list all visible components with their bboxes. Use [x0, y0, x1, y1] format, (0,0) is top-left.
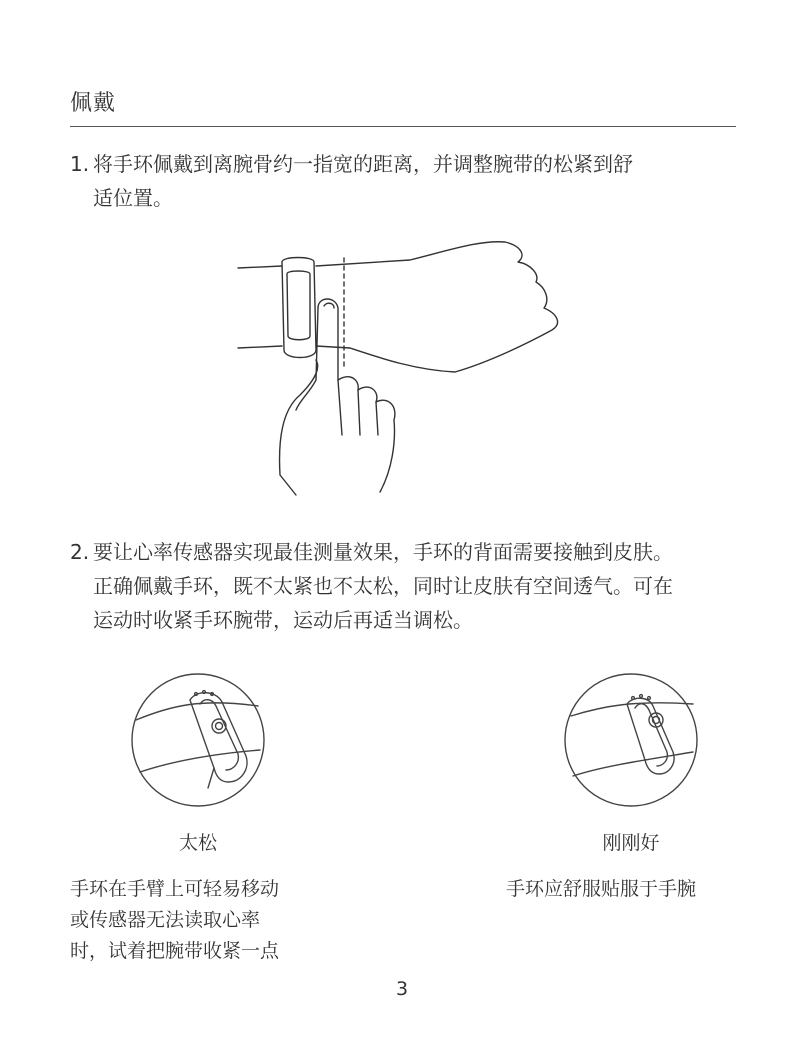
step-2-line-2: 正确佩戴手环，既不太紧也不太松，同时让皮肤有空间透气。可在	[93, 574, 673, 598]
step-2-number: 2.	[70, 540, 90, 564]
heading-divider	[70, 126, 736, 127]
page-number: 3	[395, 978, 409, 1000]
step-1-paragraph	[70, 147, 750, 215]
just-right-desc-line-1: 手环应舒服贴服于手腕	[506, 878, 697, 900]
step-1-line-1: 将手环佩戴到离腕骨约一指宽的距离，并调整腕带的松紧到舒	[93, 152, 633, 176]
too-loose-desc-line-3: 时，试着把腕带收紧一点	[70, 940, 280, 962]
step-1-line-2: 适位置。	[93, 186, 173, 210]
section-heading: 佩戴	[70, 91, 117, 116]
too-loose-desc-line-2: 或传感器无法读取心率	[70, 909, 261, 931]
just-right-caption: 刚刚好	[602, 832, 660, 854]
too-loose-illustration	[130, 672, 266, 808]
too-loose-caption: 太松	[178, 832, 217, 854]
just-right-illustration	[563, 672, 699, 808]
just-right-description	[506, 874, 696, 905]
step-2-line-1: 要让心率传感器实现最佳测量效果，手环的背面需要接触到皮肤。	[93, 540, 673, 564]
step-2-paragraph	[70, 535, 750, 637]
too-loose-description	[70, 874, 279, 967]
step-1-number: 1.	[70, 152, 90, 176]
step-2-line-3: 运动时收紧手环腕带，运动后再适当调松。	[93, 608, 473, 632]
wrist-fitting-illustration	[230, 230, 580, 500]
too-loose-desc-line-1: 手环在手臂上可轻易移动	[70, 878, 280, 900]
